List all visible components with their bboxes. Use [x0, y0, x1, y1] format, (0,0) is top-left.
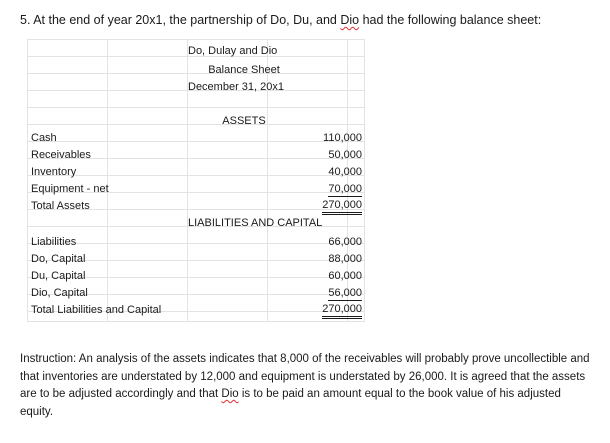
- instruction-text: [20, 351, 595, 421]
- asset-amount-inventory: 40,000: [328, 166, 362, 178]
- total-liab-amount: 270,000: [322, 303, 362, 319]
- asset-amount-receivables: 50,000: [328, 149, 362, 161]
- instruction-part-2: is to be paid an amount equal to the book value of his adjusted equity.: [20, 388, 561, 418]
- assets-heading: ASSETS: [222, 115, 266, 127]
- asset-label-receivables: Receivables: [31, 149, 91, 161]
- total-liab-label: Total Liabilities and Capital: [31, 304, 162, 316]
- liab-label-do-capital: Do, Capital: [31, 253, 86, 265]
- balance-sheet-grid: [27, 39, 365, 322]
- liab-amount-liabilities: 66,000: [328, 236, 362, 248]
- question-suffix: had the following balance sheet:: [359, 13, 542, 27]
- question-name-dio: Dio: [340, 13, 360, 27]
- total-assets-label: Total Assets: [31, 200, 90, 212]
- instruction-part-1: Instruction: An analysis of the assets indicates that 8,000 of the receivables will probably prove uncollectible and that inventories are understated by 12,000 and equipment is understated by 26,000. It is agreed that the assets are to be adjusted accordingly and that: [20, 353, 590, 401]
- statement-title: Balance Sheet: [208, 64, 280, 76]
- total-assets-amount: 270,000: [322, 199, 362, 215]
- asset-amount-equipment: 70,000: [328, 183, 362, 195]
- liab-amount-do-capital: 88,000: [328, 253, 362, 265]
- statement-date: December 31, 20x1: [188, 81, 284, 93]
- asset-amount-cash: 110,000: [323, 132, 362, 144]
- liab-amount-du-capital: 60,000: [328, 270, 362, 282]
- question-text: [20, 13, 541, 27]
- company-name: Do, Dulay and Dio: [188, 45, 278, 57]
- liab-amount-dio-capital: 56,000: [328, 287, 362, 299]
- asset-label-cash: Cash: [31, 132, 57, 144]
- liabilities-capital-heading: LIABILITIES AND CAPITAL: [188, 217, 323, 229]
- instruction-name-dio: Dio: [221, 388, 239, 401]
- liab-label-du-capital: Du, Capital: [31, 270, 86, 282]
- liab-label-liabilities: Liabilities: [31, 236, 77, 248]
- asset-label-equipment: Equipment - net: [31, 183, 109, 195]
- question-prefix: 5. At the end of year 20x1, the partnership of Do, Du, and: [20, 13, 341, 27]
- asset-label-inventory: Inventory: [31, 166, 77, 178]
- liab-label-dio-capital: Dio, Capital: [31, 287, 88, 299]
- instruction-block: [20, 351, 595, 421]
